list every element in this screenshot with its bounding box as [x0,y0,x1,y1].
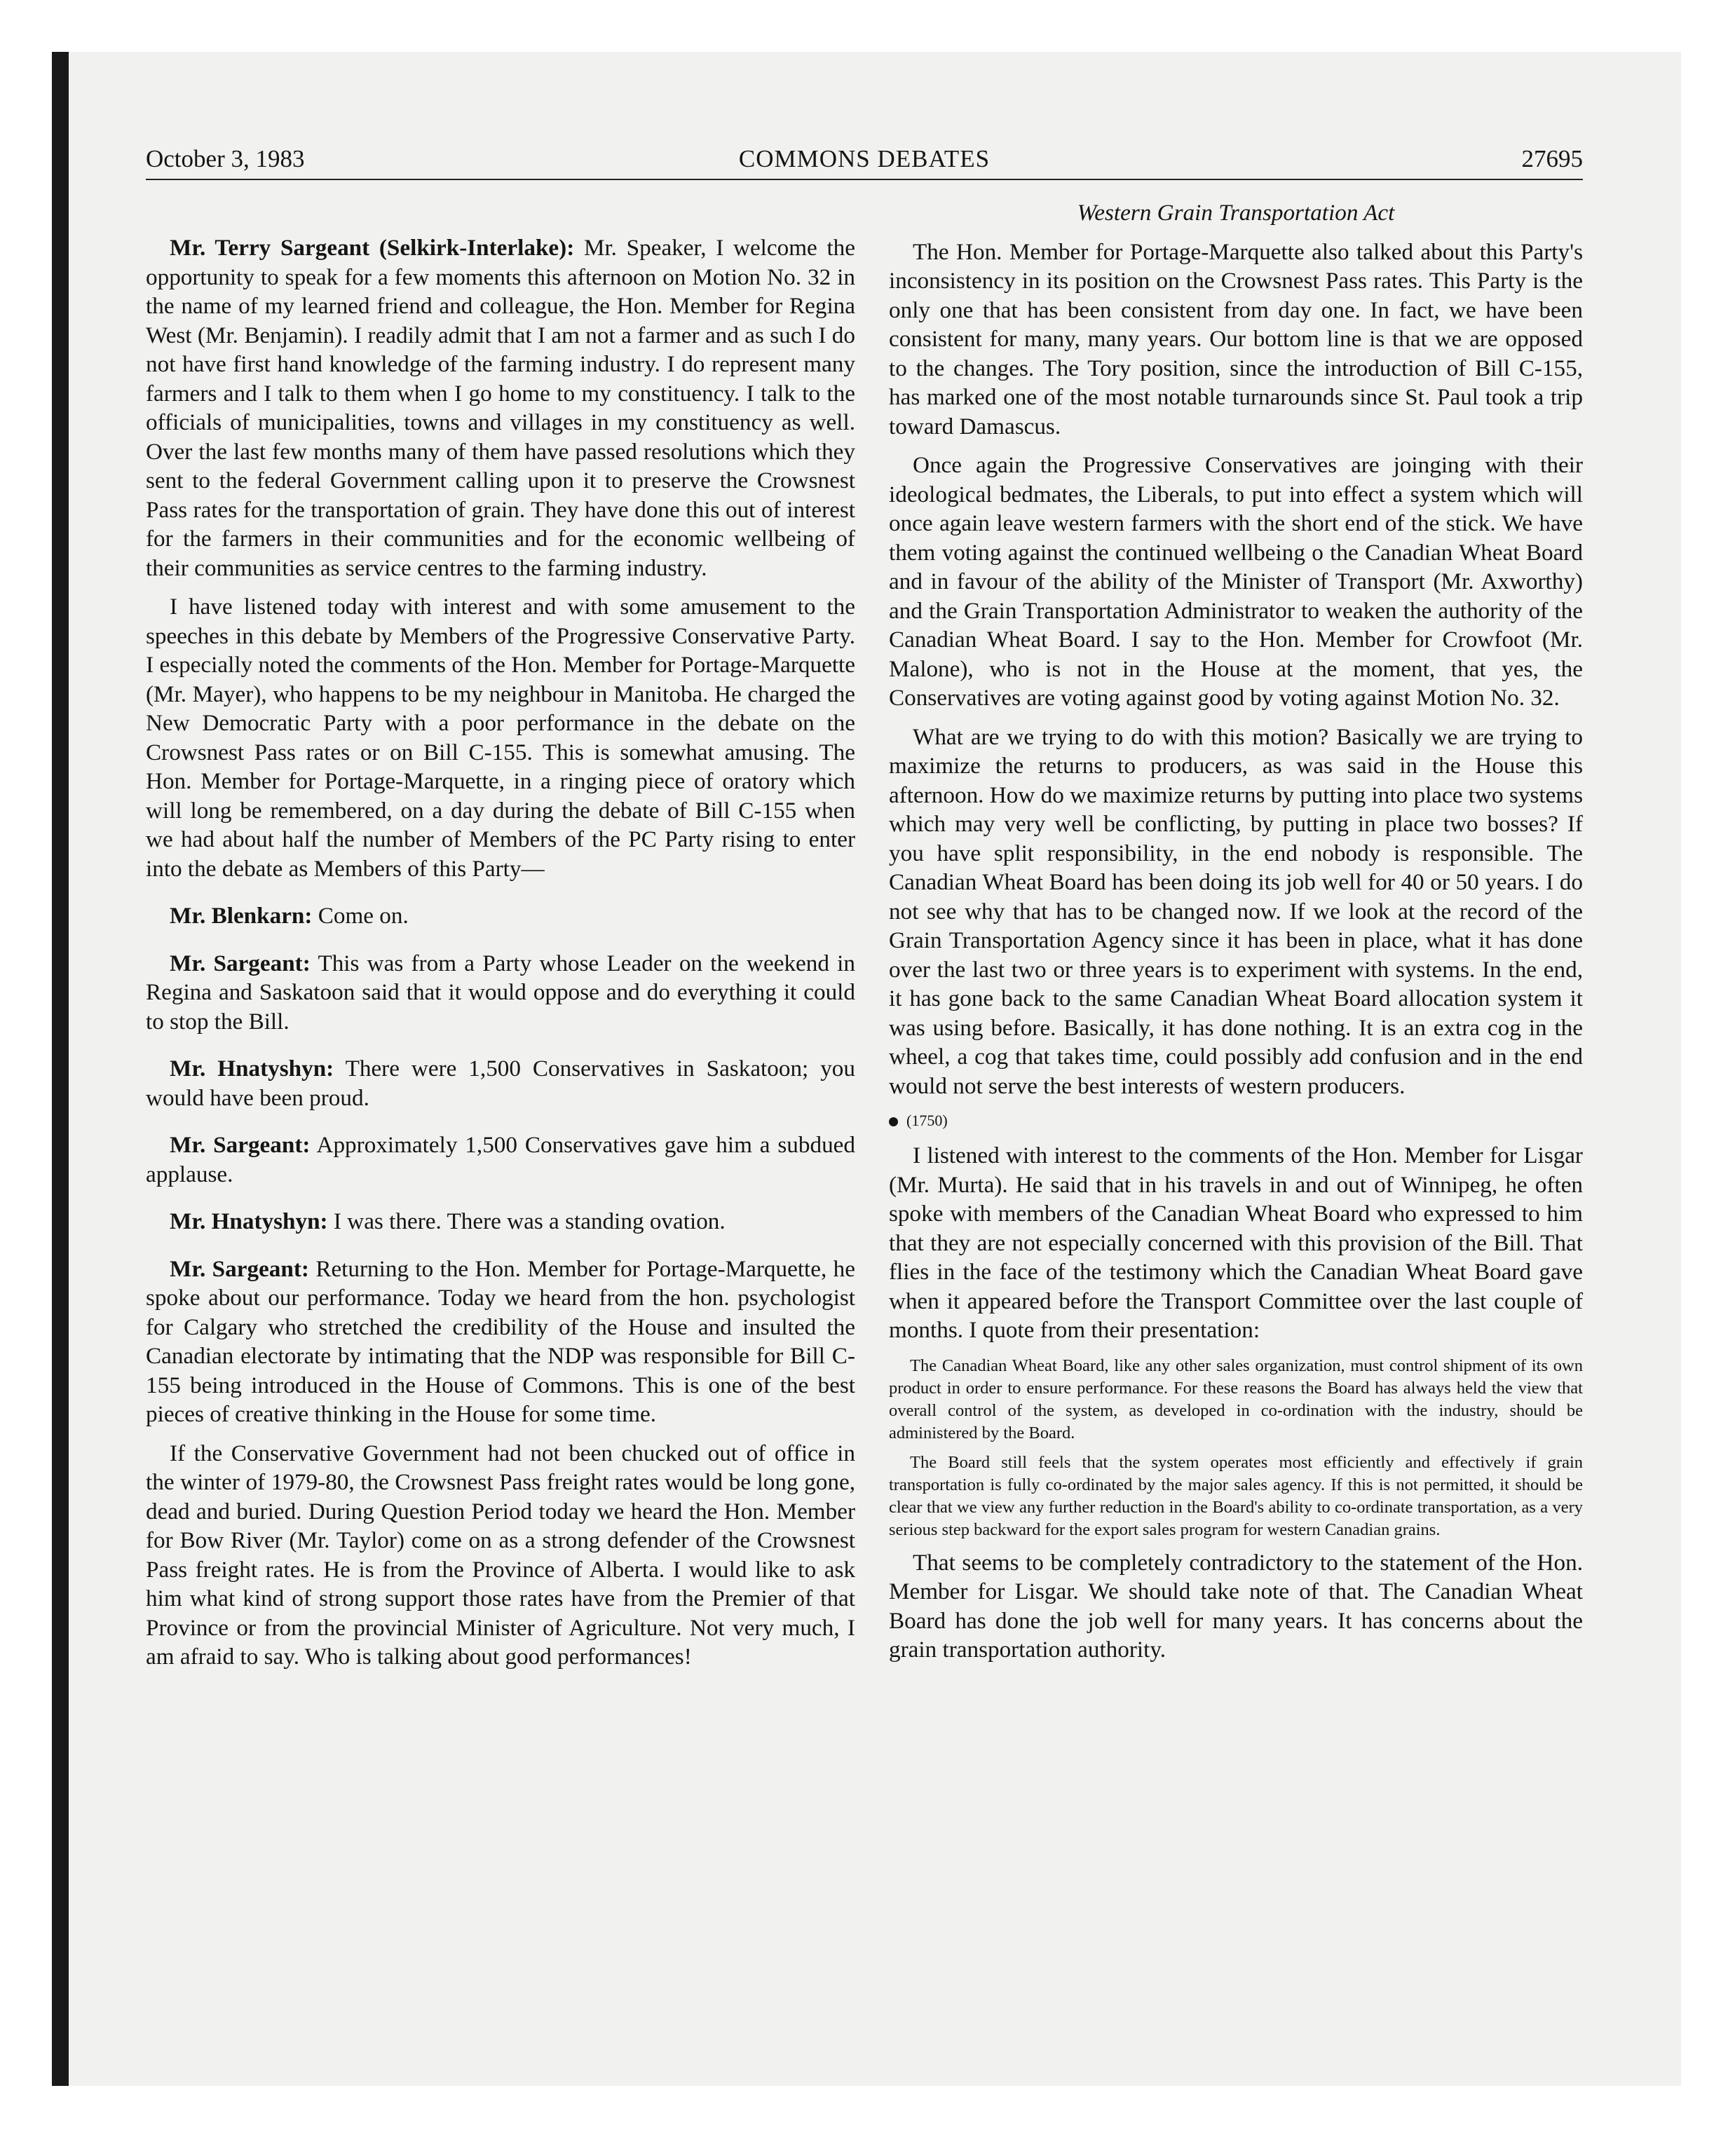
paragraph [146,1054,855,1112]
paragraph-text: There were 1,500 Conservatives in Saskatoon; you would have been proud. [146,1056,855,1111]
paragraph-text: If the Conservative Government had not been chucked out of office in the winter of 1979-80, the Crowsnest Pass freight rates would be long gone, dead and buried. During Question Period today we heard the Hon. Member for Bow River (Mr. Taylor) come on as a strong defender of the Crowsnest Pass freight rates. He is from the Province of Alberta. I would like to ask him what kind of strong support those rates have from the Premier of that Province or from the provincial Minister of Agriculture. Not very much, I am afraid to say. Who is talking about good performances! [146,1440,855,1670]
speaker-name: Mr. Sargeant: [170,1132,311,1158]
paragraph-text: I listened with interest to the comments of the Hon. Member for Lisgar (Mr. Murta). He said that in his travels in and out of Winnipeg, he often spoke with members of the Canadian Wheat Board who expressed to him that they are not especially concerned with this provision of the Bill. That flies in the face of the testimony which the Canadian Wheat Board gave when it appeared before the Transport Committee over the last couple of months. I quote from their presentation: [889,1142,1583,1343]
paragraph [146,901,855,931]
paragraph [146,949,855,1037]
paragraph [889,1548,1583,1665]
bullet-dot-icon [889,1117,898,1126]
paragraph [146,1439,855,1672]
paragraph-text: I have listened today with interest and with some amusement to the speeches in this debate by Members of the Progressive Conservative Party. I especially noted the comments of the Hon. Member for Portage-Marquette (Mr. Mayer), who happens to be my neighbour in Manitoba. He charged the New Democratic Party with a poor performance in the debate on the Crowsnest Pass rates or on Bill C-155. This is somewhat amusing. The Hon. Member for Portage-Marquette, in a ringing piece of oratory which will long be remembered, on a day during the debate of Bill C-155 when we had about half the number of Members of the PC Party rising to enter into the debate as Members of this Party— [146,594,855,882]
page-header [146,144,1583,180]
speaker-name: Mr. Blenkarn: [170,903,313,929]
left-column [146,233,855,1681]
paragraph-text: Mr. Speaker, I welcome the opportunity to speak for a few moments this afternoon on Motion No. 32 in the name of my learned friend and colleague, the Hon. Member for Regina West (Mr. Benjamin). I readily admit that I am not a farmer and as such I do not have first hand knowledge of the farming industry. I do represent many farmers and I talk to them when I go home to my constituency. I talk to the officials of municipalities, towns and villages in my constituency as well. Over the last few months many of them have passed resolutions which they sent to the federal Government calling upon it to preserve the Crowsnest Pass rates for the transportation of grain. They have done this out of interest for the farmers in their communities and for the economic wellbeing of their communities as service centres to the farming industry. [146,235,856,581]
paragraph [146,1255,855,1429]
paragraph-text: Once again the Progressive Conservatives are joinging with their ideological bedmates, the Liberals, to put into effect a system which will once again leave western farmers with the short end of the stick. We have them voting against the continued wellbeing o the Canadian Wheat Board and in favour of the ability of the Minister of Transport (Mr. Axworthy) and the Grain Transportation Administrator to weaken the authority of the Canadian Wheat Board. I say to the Hon. Member for Crowfoot (Mr. Malone), who is not in the House at the moment, that yes, the Conservatives are voting against good by voting against Motion No. 32. [889,452,1583,711]
scan-binding-edge [52,52,69,2086]
paragraph [146,1131,855,1189]
paragraph-text: The Hon. Member for Portage-Marquette also talked about this Party's inconsistency in its position on the Crowsnest Pass rates. This Party is the only one that has been consistent from day one. In fact, we have been consistent for many, many years. Our bottom line is that we are opposed to the changes. The Tory position, since the introduction of Bill C-155, has marked one of the most notable turnarounds since St. Paul took a trip toward Damascus. [889,238,1583,439]
paragraph-text: What are we trying to do with this motion? Basically we are trying to maximize the returns to producers, as was said in the House this afternoon. How do we maximize returns by putting into place two systems which may very well be conflicting, by putting in place two bosses? If you have split responsibility, in the end nobody is responsible. The Canadian Wheat Board has been doing its job well for 40 or 50 years. I do not see why that has to be changed now. If we look at the record of the Grain Transportation Agency since it has been in place, what it has done over the last two or three years is to experiment with systems. In the end, it has gone back to the same Canadian Wheat Board allocation system it was using before. Basically, it has done nothing. It is an extra cog in the wheel, a cog that takes time, could possibly add confusion and in the end would not serve the best interests of western producers. [889,723,1583,1099]
paragraph-text: I was there. There was a standing ovation. [333,1208,726,1234]
paragraph-text: That seems to be completely contradictory to the statement of the Hon. Member for Lisgar. We should take note of that. The Canadian Wheat Board has done the job well for many years. It has concerns about the grain transportation authority. [889,1549,1583,1663]
paragraph [889,723,1583,1101]
header-title: COMMONS DEBATES [738,145,991,172]
paragraph-text: This was from a Party whose Leader on the weekend in Regina and Saskatoon said that it would oppose and do everything it could to stop the Bill. [146,950,855,1035]
right-column [889,198,1583,1674]
paragraph [889,451,1583,713]
header-page-number: 27695 [1521,145,1583,172]
document-page [146,144,1583,1670]
paragraph-text: Returning to the Hon. Member for Portage-Marquette, he spoke about our performance. Today we heard from the hon. psychologist for Calgary who stretched the credibility of the House and insulted the Canadian electorate by intimating that the NDP was responsible for Bill C-155 being introduced in the House of Commons. This is one of the best pieces of creative thinking in the House for some time. [146,1255,855,1427]
quote-paragraph: The Board still feels that the system operates most efficiently and effectively if grain transportation is fully co-ordinated by the major sales agency. If this is not permitted, it should be clear that we view any further reduction in the Board's ability to co-ordinate transportation, as a very serious step backward for the export sales program for western Canadian grains. [889,1452,1583,1539]
paragraph-text: Come on. [318,903,409,929]
speaker-name: Mr. Hnatyshyn: [170,1208,328,1234]
speaker-name: Mr. Sargeant: [170,1255,309,1282]
paragraph-text: Approximately 1,500 Conservatives gave him a subdued applause. [146,1132,855,1187]
paragraph [889,1141,1583,1345]
time-marker-text: (1750) [906,1112,948,1129]
paragraph [146,233,855,582]
speaker-name: Mr. Sargeant: [170,950,311,976]
paragraph [146,592,855,883]
quote-paragraph: The Canadian Wheat Board, like any other sales organization, must control shipment of its own product in order to ensure performance. For these reasons the Board has always held the view that overall control of the system, as developed in co-ordination with the industry, should be administered by the Board. [889,1356,1583,1442]
paragraph [889,238,1583,442]
speaker-name: Mr. Hnatyshyn: [170,1056,334,1082]
block-quote [889,1355,1583,1541]
section-subheading: Western Grain Transportation Act [1077,200,1395,226]
header-date: October 3, 1983 [146,145,305,172]
time-marker [889,1110,1583,1131]
paragraph [146,1207,855,1236]
speaker-name: Mr. Terry Sargeant (Selkirk-Interlake): [170,235,575,261]
